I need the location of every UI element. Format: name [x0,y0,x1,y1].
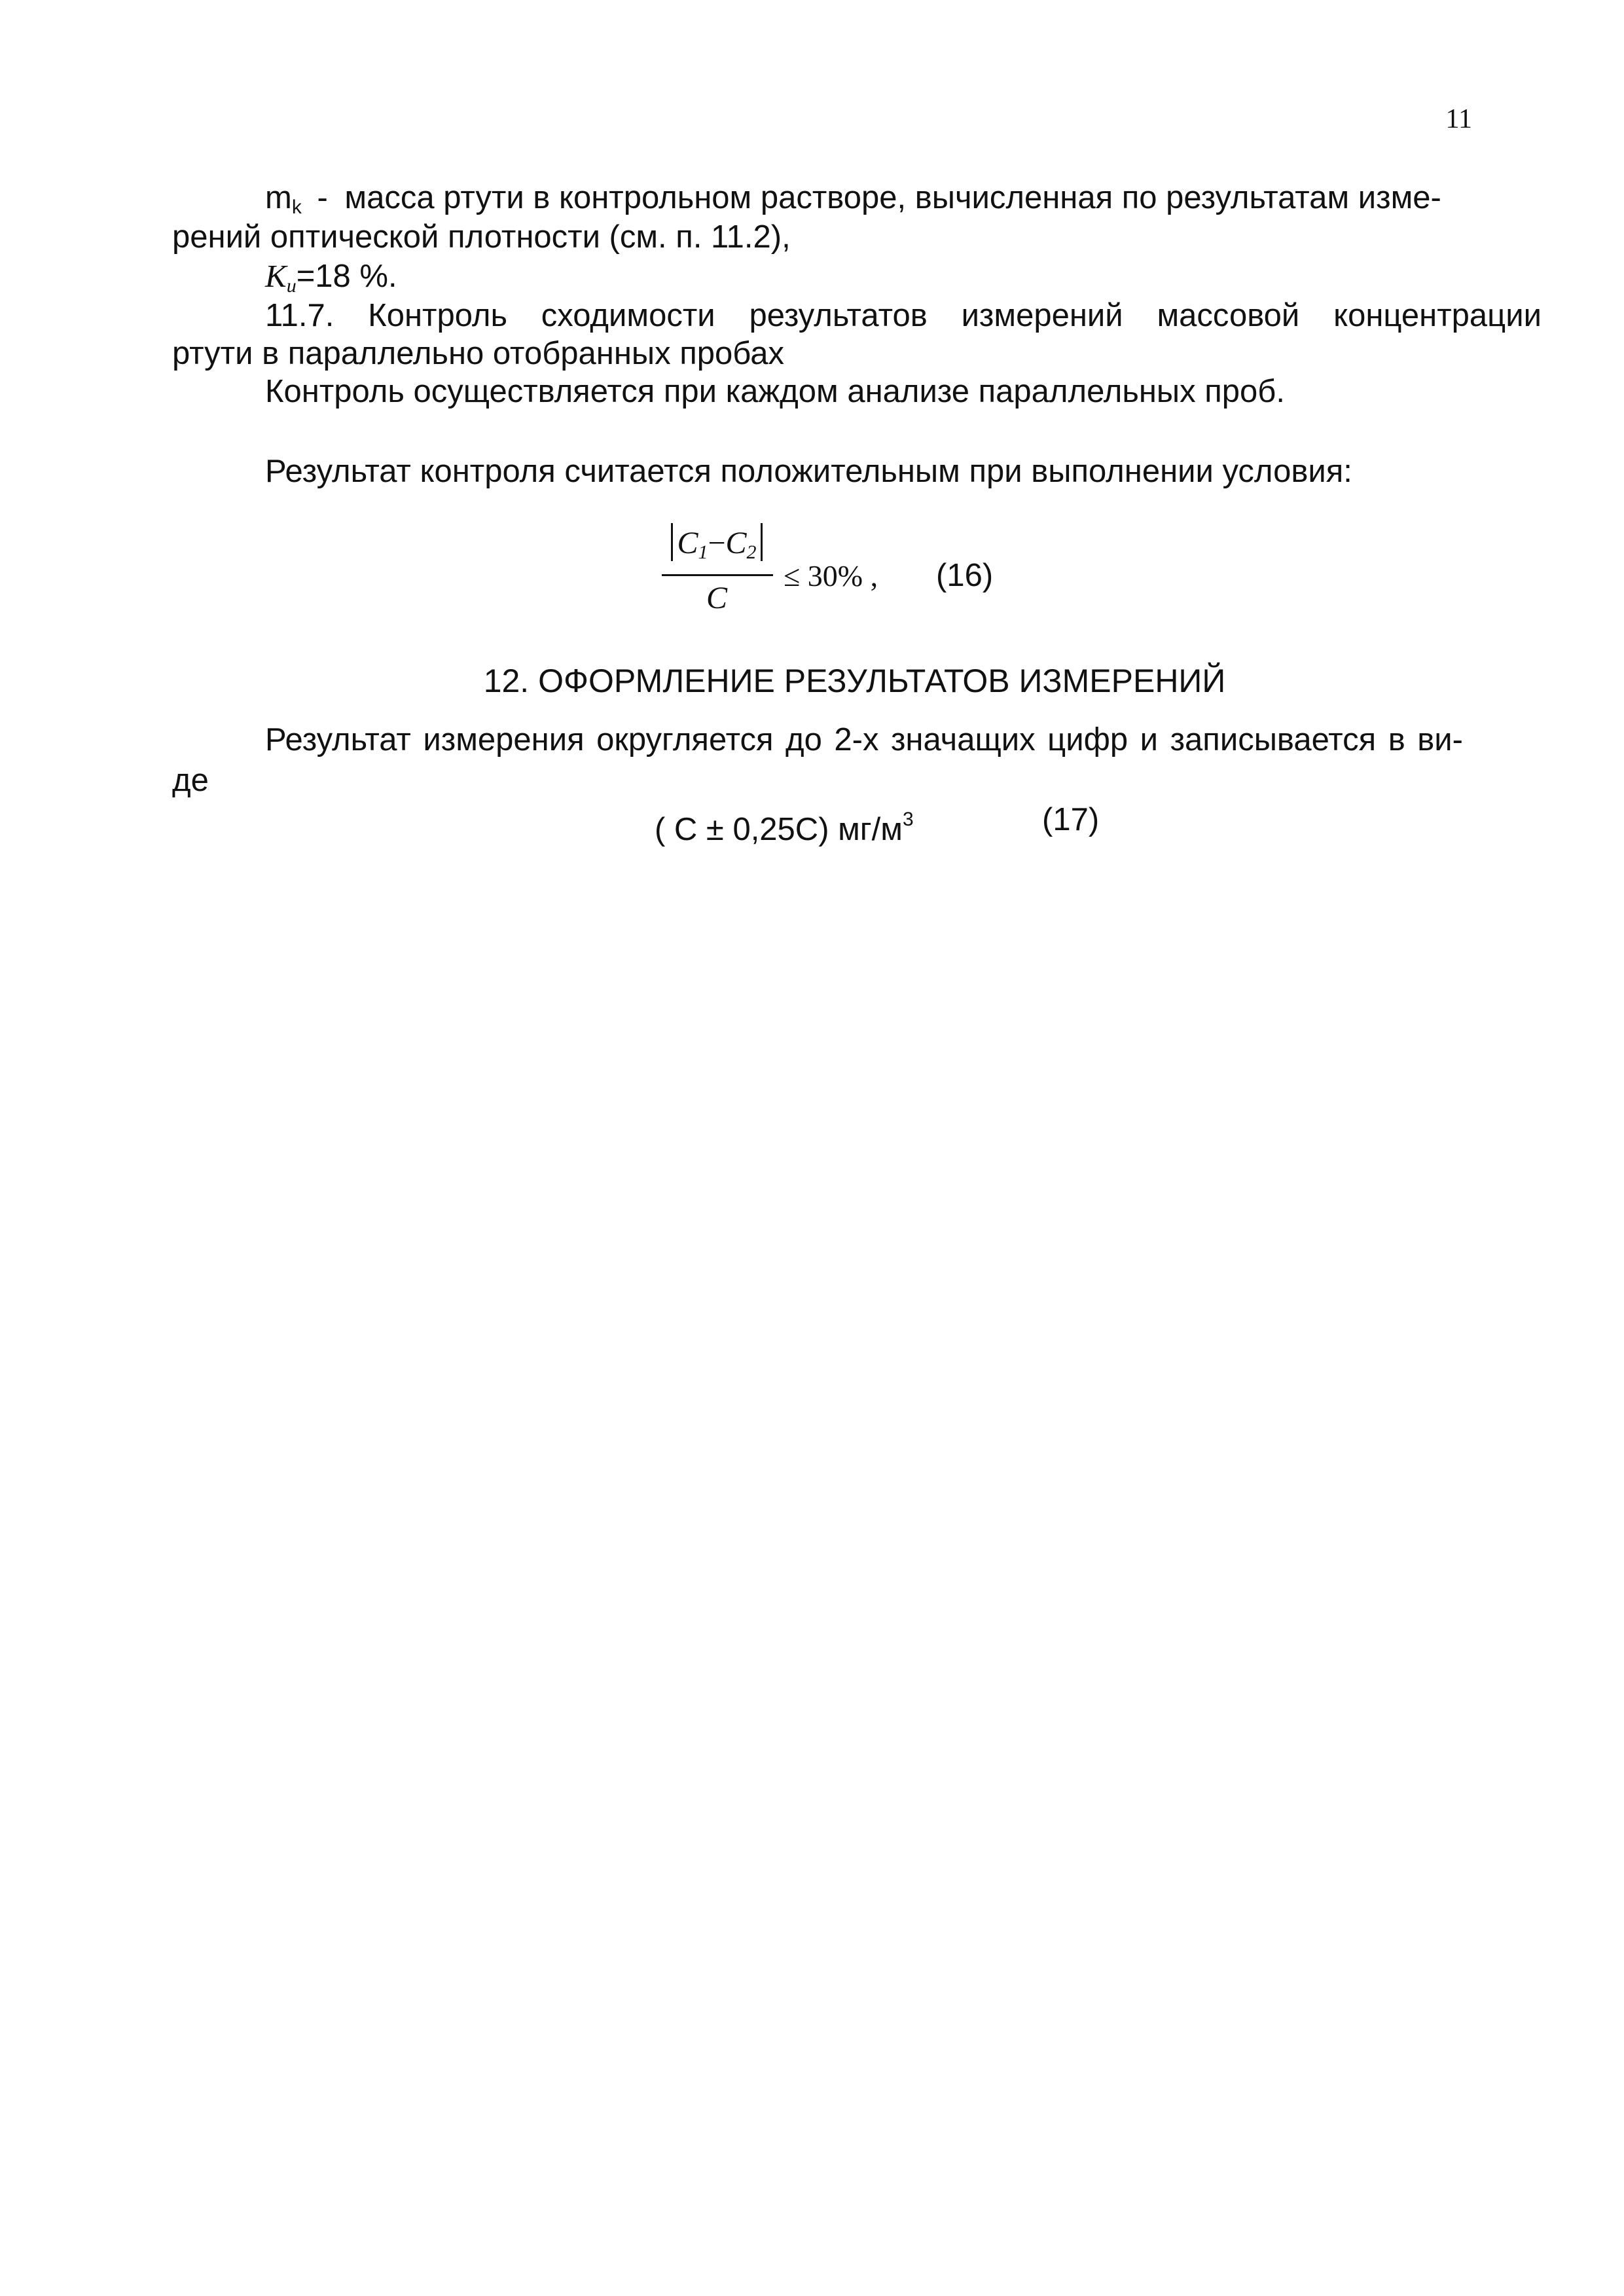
mk-dash: - [317,180,328,215]
formula-16-numerator [658,520,776,566]
ku-value: =18 %. [296,259,397,294]
page-number: 11 [1445,104,1472,134]
formula-16-rhs: ≤ 30% , [784,559,878,592]
mk-symbol: $m_k$ [265,180,302,218]
ku-symbol: $K_u$ [265,258,297,297]
formula-16-number: (16) [936,558,994,593]
formula-17-expression: ( C ± 0,25C) $мг/м^3$ [655,809,914,847]
formula-16-denominator: C [706,581,727,615]
formula-17-number: (17) [1042,802,1100,837]
formula-16 [658,520,1051,638]
formula-17 [655,800,914,849]
section-12-line-2: де [172,763,209,798]
section-11-7-line-1: 11.7. Контроль сходимости результатов измерений массовой концентрации [265,298,1542,333]
section-12-line-1: Результат измерения округляется до 2-х значащих цифр и записывается в ви- [265,722,1463,757]
section-12-heading: 12. ОФОРМЛЕНИЕ РЕЗУЛЬТАТОВ ИЗМЕРЕНИЙ [483,663,1226,699]
absolute-value: $C_1-C_2$ [671,523,762,561]
section-11-7-line-4: Результат контроля считается положительным при выполнении условия: [265,454,1352,489]
section-11-7-line-2: ртути в параллельно отобранных пробах [172,336,784,371]
mk-definition-text: масса ртути в контрольном растворе, вычисленная по результатам изме- [344,180,1441,215]
fraction-bar [662,574,773,576]
mk-definition-line-2: рений оптической плотности (см. п. 11.2), [172,219,791,255]
section-11-7-line-3: Контроль осуществляется при каждом анализе параллельных проб. [265,374,1285,409]
formula-16-fraction [658,520,776,632]
